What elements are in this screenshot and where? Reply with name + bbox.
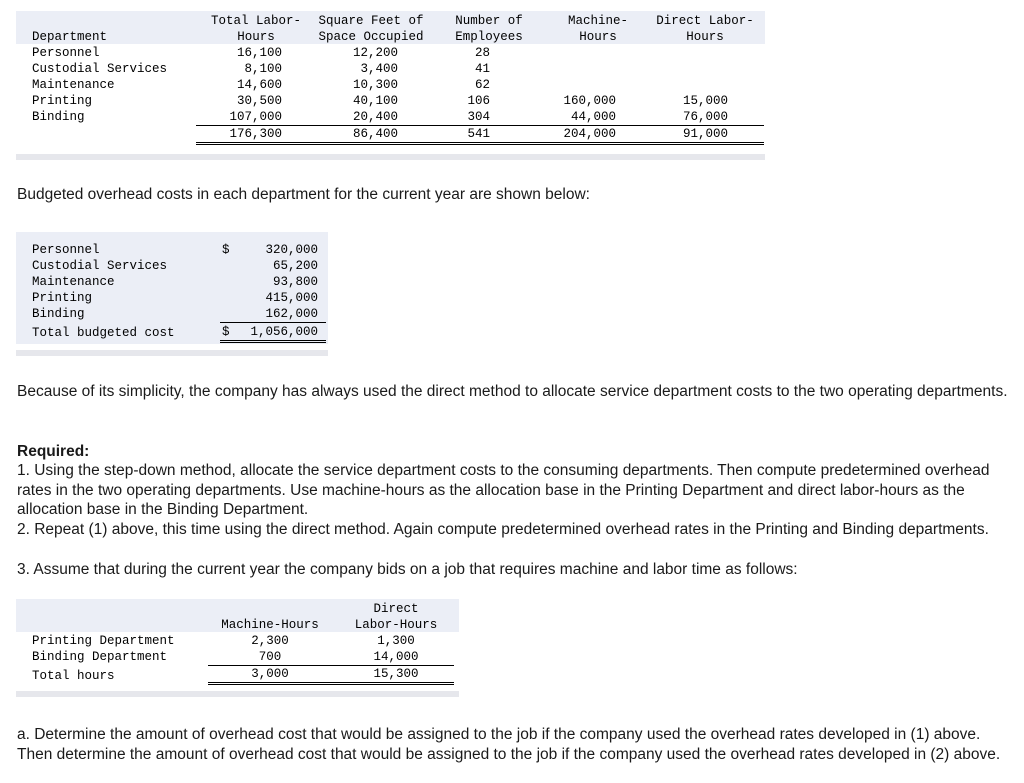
table-row-label: Personnel	[32, 243, 100, 257]
table-row-emp: 62	[474, 78, 490, 92]
table-row-dept: Personnel	[32, 46, 100, 60]
direct-method-text: Because of its simplicity, the company has always used the direct method to allocate service department costs to the two operating departments.	[17, 383, 1008, 400]
total-bottom-rule-1	[208, 682, 454, 683]
header-labor-hours-l1: Total Labor-	[210, 14, 301, 28]
total-label: Total budgeted cost	[32, 326, 175, 340]
table-row-label: Binding Department	[32, 650, 168, 664]
budget-intro-text: Budgeted overhead costs in each department for the current year are shown below:	[17, 186, 590, 203]
header-department: Department	[32, 30, 108, 44]
table-footer-band	[16, 350, 328, 356]
header-employees-l1: Number of	[455, 14, 523, 28]
total-employees: 541	[467, 127, 490, 141]
department-data-table	[16, 11, 765, 159]
table-row-labor: 8,100	[244, 62, 282, 76]
header-direct-labor-l2: Hours	[686, 30, 724, 44]
table-row-sqft: 20,400	[352, 110, 398, 124]
total-budgeted-cost: 1,056,000	[250, 325, 318, 339]
table-row-label: Printing	[32, 291, 93, 305]
table-row-emp: 304	[467, 110, 490, 124]
currency-symbol: $	[222, 243, 230, 257]
table-row-value: 162,000	[265, 307, 318, 321]
table-row-dept: Maintenance	[32, 78, 115, 92]
table-footer-band	[16, 691, 459, 697]
required-heading: Required:	[17, 443, 90, 460]
header-square-feet-l2: Space Occupied	[318, 30, 424, 44]
table-row-direct-labor: 1,300	[377, 634, 415, 648]
header-machine-hours: Machine-Hours	[221, 618, 319, 632]
total-top-rule	[220, 322, 326, 323]
table-row-sqft: 40,100	[352, 94, 398, 108]
table-row-label: Custodial Services	[32, 259, 168, 273]
table-row-direct-labor: 14,000	[373, 650, 419, 664]
table-row-value: 415,000	[265, 291, 318, 305]
header-direct-labor-l1: Direct Labor-	[656, 14, 754, 28]
table-row-value: 320,000	[265, 243, 318, 257]
table-row-machine-hours: 700	[258, 650, 282, 664]
table-row-dept: Custodial Services	[32, 62, 168, 76]
table-row-labor: 16,100	[236, 46, 282, 60]
table-row-dl: 76,000	[682, 110, 728, 124]
table-row-sqft: 3,400	[360, 62, 398, 76]
table-row-labor: 30,500	[236, 94, 282, 108]
total-bottom-rule-2	[196, 144, 764, 145]
table-row-sqft: 10,300	[352, 78, 398, 92]
total-currency-symbol: $	[222, 325, 230, 339]
budgeted-cost-table	[16, 232, 328, 356]
header-square-feet-l1: Square Feet of	[318, 14, 424, 28]
total-bottom-rule-1	[220, 340, 326, 341]
table-row-label: Maintenance	[32, 275, 115, 289]
total-bottom-rule-1	[196, 142, 764, 143]
table-row-emp: 41	[474, 62, 490, 76]
required-item-3: 3. Assume that during the current year the company bids on a job that requires machine and labor time as follows:	[17, 561, 798, 578]
table-row-sqft: 12,200	[352, 46, 398, 60]
table-row-label: Binding	[32, 307, 85, 321]
table-row-emp: 28	[474, 46, 490, 60]
job-hours-table	[16, 599, 459, 697]
table-row-mh: 160,000	[563, 94, 616, 108]
total-square-feet: 86,400	[352, 127, 398, 141]
table-row-dept: Binding	[32, 110, 85, 124]
table-footer-band	[16, 154, 765, 160]
header-machine-hours-l1: Machine-	[567, 14, 628, 28]
total-machine-hours: 204,000	[563, 127, 616, 141]
table-row-machine-hours: 2,300	[251, 634, 289, 648]
total-labor-hours: 176,300	[229, 127, 282, 141]
table-row-dept: Printing	[32, 94, 93, 108]
header-direct-l1: Direct	[373, 602, 419, 616]
table-row-emp: 106	[467, 94, 490, 108]
part-a-text: a. Determine the amount of overhead cost that would be assigned to the job if the company used the overhead rates developed in (1) above. Then determine the amount of overhead cost that would be assigned to the job if the company used the overhead rates developed in (2) above.	[17, 726, 1001, 763]
table-row-label: Printing Department	[32, 634, 175, 648]
table-row-labor: 14,600	[236, 78, 282, 92]
total-bottom-rule-2	[220, 342, 326, 343]
header-machine-hours-l2: Hours	[579, 30, 617, 44]
total-bottom-rule-2	[208, 684, 454, 685]
table-row-mh: 44,000	[570, 110, 616, 124]
header-employees-l2: Employees	[455, 30, 523, 44]
header-direct-l2: Labor-Hours	[354, 618, 438, 632]
required-item-2: 2. Repeat (1) above, this time using the direct method. Again compute predetermined overhead rates in the Printing and Binding departments.	[17, 521, 989, 538]
table-row-value: 65,200	[272, 259, 318, 273]
required-item-1: 1. Using the step-down method, allocate the service department costs to the consuming departments. Then compute predetermined overhead rates in the two operating departments. Use machine-hours as the allocation base in the Printing Department and direct labor-hours as the allocation base in the Binding Department.	[17, 462, 990, 518]
table-row-dl: 15,000	[682, 94, 728, 108]
header-labor-hours-l2: Hours	[237, 30, 275, 44]
total-direct-labor: 91,000	[682, 127, 728, 141]
table-row-value: 93,800	[272, 275, 318, 289]
table-row-labor: 107,000	[229, 110, 282, 124]
total-label: Total hours	[32, 669, 115, 683]
total-machine-hours: 3,000	[251, 667, 289, 681]
total-direct-labor: 15,300	[373, 667, 419, 681]
